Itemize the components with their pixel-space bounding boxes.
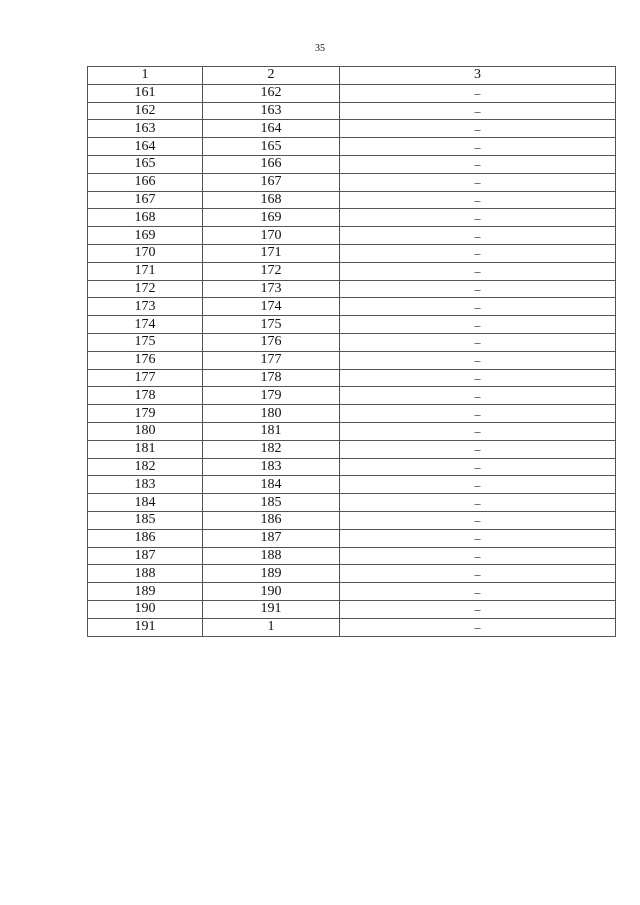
- table-cell-col-1: 173: [88, 298, 203, 316]
- table-cell-col-3: –: [340, 102, 616, 120]
- table-cell-col-1: 181: [88, 440, 203, 458]
- table-cell-col-3: –: [340, 316, 616, 334]
- table-row: [88, 583, 616, 601]
- table-cell-col-3: –: [340, 511, 616, 529]
- table-cell-col-1: 180: [88, 422, 203, 440]
- table-cell-col-2: 162: [203, 84, 340, 102]
- table-row: [88, 244, 616, 262]
- table-cell-col-1: 175: [88, 333, 203, 351]
- table-cell-col-2: 166: [203, 155, 340, 173]
- table-cell-col-1: 186: [88, 529, 203, 547]
- table-cell-col-1: 191: [88, 618, 203, 636]
- table-cell-col-2: 180: [203, 405, 340, 423]
- table-cell-col-2: 182: [203, 440, 340, 458]
- table-row: [88, 618, 616, 636]
- table-cell-col-1: 161: [88, 84, 203, 102]
- column-header-2: 2: [203, 67, 340, 85]
- table-cell-col-3: –: [340, 600, 616, 618]
- table-cell-col-3: –: [340, 369, 616, 387]
- table-cell-col-2: 177: [203, 351, 340, 369]
- data-table: [87, 66, 616, 637]
- table-cell-col-1: 185: [88, 511, 203, 529]
- table-row: [88, 369, 616, 387]
- page-number: 35: [315, 43, 325, 54]
- table-cell-col-2: 183: [203, 458, 340, 476]
- table-row: [88, 600, 616, 618]
- table-row: [88, 155, 616, 173]
- table-cell-col-2: 178: [203, 369, 340, 387]
- table-cell-col-3: –: [340, 262, 616, 280]
- table-row: [88, 405, 616, 423]
- table-row: [88, 511, 616, 529]
- table-cell-col-1: 170: [88, 244, 203, 262]
- table-cell-col-1: 174: [88, 316, 203, 334]
- table-cell-col-3: –: [340, 333, 616, 351]
- table-row: [88, 209, 616, 227]
- table-cell-col-3: –: [340, 405, 616, 423]
- table-cell-col-1: 183: [88, 476, 203, 494]
- table-cell-col-2: 176: [203, 333, 340, 351]
- table-row: [88, 316, 616, 334]
- table-cell-col-1: 190: [88, 600, 203, 618]
- table-cell-col-3: –: [340, 173, 616, 191]
- table-cell-col-2: 170: [203, 227, 340, 245]
- table-cell-col-1: 178: [88, 387, 203, 405]
- table-cell-col-1: 162: [88, 102, 203, 120]
- table-row: [88, 138, 616, 156]
- table-cell-col-2: 189: [203, 565, 340, 583]
- table-cell-col-2: 184: [203, 476, 340, 494]
- table-row: [88, 476, 616, 494]
- table-cell-col-3: –: [340, 476, 616, 494]
- table-cell-col-2: 172: [203, 262, 340, 280]
- table-cell-col-1: 172: [88, 280, 203, 298]
- table-cell-col-1: 189: [88, 583, 203, 601]
- column-header-3: 3: [340, 67, 616, 85]
- table-cell-col-2: 163: [203, 102, 340, 120]
- table-header-row: [88, 67, 616, 85]
- table-cell-col-2: 167: [203, 173, 340, 191]
- table-cell-col-2: 1: [203, 618, 340, 636]
- table-cell-col-3: –: [340, 298, 616, 316]
- table-cell-col-2: 179: [203, 387, 340, 405]
- table-cell-col-1: 187: [88, 547, 203, 565]
- table-cell-col-2: 173: [203, 280, 340, 298]
- table-row: [88, 84, 616, 102]
- column-header-1: 1: [88, 67, 203, 85]
- table-cell-col-2: 188: [203, 547, 340, 565]
- table-row: [88, 458, 616, 476]
- table-cell-col-3: –: [340, 209, 616, 227]
- table-cell-col-2: 175: [203, 316, 340, 334]
- table-row: [88, 173, 616, 191]
- table-cell-col-3: –: [340, 120, 616, 138]
- table-cell-col-2: 174: [203, 298, 340, 316]
- table-cell-col-3: –: [340, 138, 616, 156]
- table-cell-col-1: 177: [88, 369, 203, 387]
- table-cell-col-3: –: [340, 618, 616, 636]
- table-cell-col-2: 169: [203, 209, 340, 227]
- table-cell-col-3: –: [340, 351, 616, 369]
- table-cell-col-3: –: [340, 583, 616, 601]
- table-cell-col-1: 176: [88, 351, 203, 369]
- table-row: [88, 333, 616, 351]
- table-row: [88, 262, 616, 280]
- table-cell-col-1: 168: [88, 209, 203, 227]
- table-cell-col-2: 171: [203, 244, 340, 262]
- table-cell-col-2: 187: [203, 529, 340, 547]
- table-body: [88, 84, 616, 636]
- table-cell-col-3: –: [340, 422, 616, 440]
- table-row: [88, 387, 616, 405]
- table-row: [88, 191, 616, 209]
- table-row: [88, 494, 616, 512]
- table-cell-col-1: 179: [88, 405, 203, 423]
- table-cell-col-1: 164: [88, 138, 203, 156]
- table-cell-col-2: 191: [203, 600, 340, 618]
- table-cell-col-1: 184: [88, 494, 203, 512]
- table-cell-col-3: –: [340, 387, 616, 405]
- table-row: [88, 298, 616, 316]
- table-cell-col-1: 171: [88, 262, 203, 280]
- table-cell-col-2: 190: [203, 583, 340, 601]
- table-row: [88, 120, 616, 138]
- table-cell-col-2: 186: [203, 511, 340, 529]
- table-row: [88, 227, 616, 245]
- table-cell-col-2: 168: [203, 191, 340, 209]
- table-cell-col-3: –: [340, 494, 616, 512]
- table-cell-col-1: 188: [88, 565, 203, 583]
- table-cell-col-3: –: [340, 155, 616, 173]
- table-cell-col-3: –: [340, 547, 616, 565]
- table-cell-col-3: –: [340, 244, 616, 262]
- table-row: [88, 102, 616, 120]
- table-cell-col-3: –: [340, 440, 616, 458]
- table-row: [88, 280, 616, 298]
- table-cell-col-1: 169: [88, 227, 203, 245]
- table-cell-col-3: –: [340, 280, 616, 298]
- table-row: [88, 351, 616, 369]
- table-cell-col-3: –: [340, 227, 616, 245]
- table-cell-col-1: 182: [88, 458, 203, 476]
- table-row: [88, 565, 616, 583]
- table-row: [88, 440, 616, 458]
- table-cell-col-3: –: [340, 458, 616, 476]
- table-row: [88, 529, 616, 547]
- table-cell-col-1: 165: [88, 155, 203, 173]
- table-row: [88, 422, 616, 440]
- table-row: [88, 547, 616, 565]
- table-cell-col-1: 166: [88, 173, 203, 191]
- table-cell-col-3: –: [340, 565, 616, 583]
- table-cell-col-1: 163: [88, 120, 203, 138]
- table-cell-col-3: –: [340, 191, 616, 209]
- table-cell-col-3: –: [340, 529, 616, 547]
- table-cell-col-2: 181: [203, 422, 340, 440]
- table-cell-col-2: 165: [203, 138, 340, 156]
- table-cell-col-2: 185: [203, 494, 340, 512]
- table-cell-col-1: 167: [88, 191, 203, 209]
- table-cell-col-3: –: [340, 84, 616, 102]
- table-cell-col-2: 164: [203, 120, 340, 138]
